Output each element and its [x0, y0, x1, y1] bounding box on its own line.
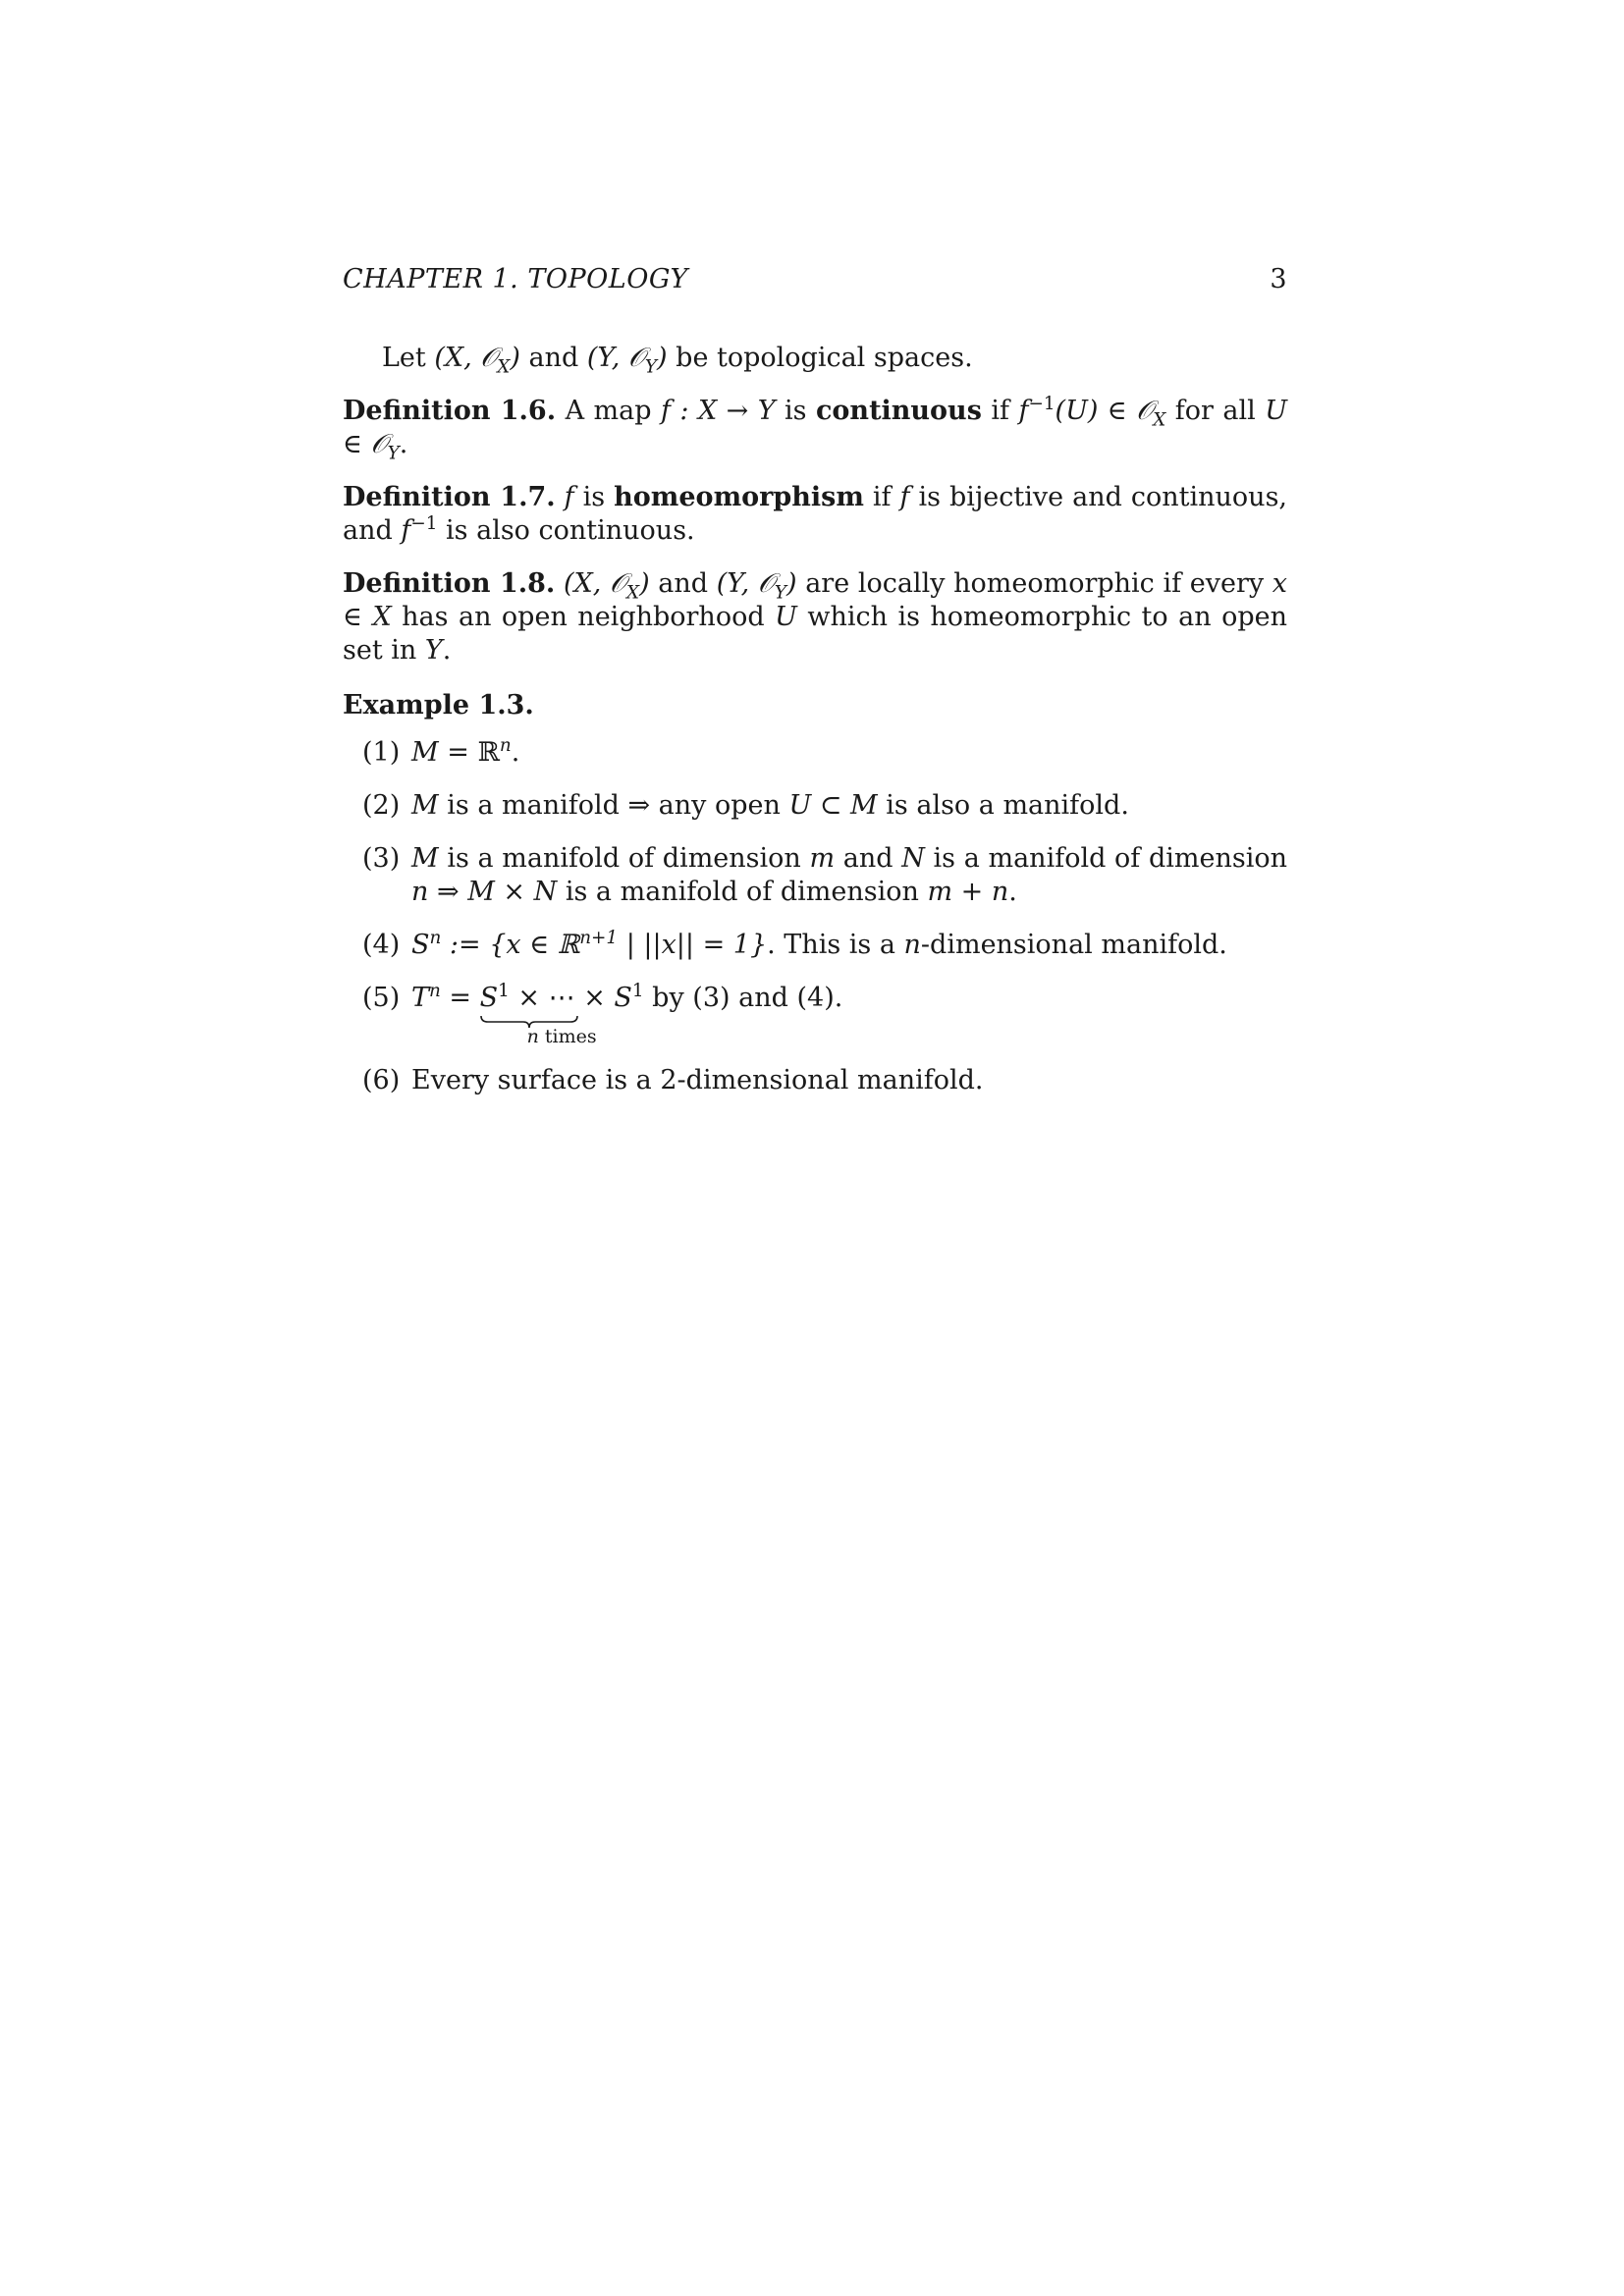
page-number: 3 — [1270, 264, 1287, 294]
running-header — [343, 263, 1287, 302]
definition-label: Definition 1.6. — [343, 396, 557, 426]
defined-term: homeomorphism — [614, 482, 864, 512]
list-item: (2) M is a manifold ⇒ any open U ⊂ M is also a manifold. — [362, 790, 1129, 821]
list-item: (5) $T^n = S^1$ × ⋯ × $S^1$ n times by (3) and (4). — [362, 981, 843, 1047]
list-item: (6) Every surface is a 2-dimensional manifold. — [362, 1065, 984, 1095]
definition-1-7: Definition 1.7. f is homeomorphism if f is bijective and continuous, and $f^{-1}$ is also continuous. — [343, 482, 1288, 546]
page-content — [343, 263, 1287, 1117]
list-item: (1) M = ℝ$^n$. — [362, 735, 520, 768]
definition-1-8: Definition 1.8. (X, 𝒪$_X$) and (Y, 𝒪$_Y$) are locally homeomorphic if every x ∈ X has an open neighborhood U which is homeomorphic to an open set in Y. — [343, 568, 1288, 666]
intro-paragraph: Let (X, 𝒪$_X$) and (Y, 𝒪$_Y$) be topological spaces. — [382, 343, 973, 378]
chapter-title: CHAPTER 1. TOPOLOGY — [343, 264, 688, 294]
example-list — [343, 736, 1287, 1097]
item-number: (4) — [362, 930, 401, 960]
definition-label: Definition 1.8. — [343, 568, 556, 599]
underbrace-label: n times — [526, 1026, 597, 1047]
example-label: Example 1.3. — [343, 690, 534, 721]
underbrace-product: $S^1$ × ⋯ × $S^1$ n times — [479, 981, 644, 1047]
item-number: (5) — [362, 983, 401, 1013]
item-number: (2) — [362, 790, 401, 821]
defined-term: continuous — [815, 396, 982, 426]
list-item: (3) M is a manifold of dimension m and N is a manifold of dimension n ⇒ M × N is a manifold of dimension m + n. — [362, 843, 1288, 907]
item-number: (3) — [362, 843, 401, 874]
definition-label: Definition 1.7. — [343, 482, 556, 512]
definition-1-6: Definition 1.6. A map f : X → Y is continuous if $f^{-1}(U)$ ∈ 𝒪$_X$ for all U ∈ 𝒪$_Y$. — [343, 394, 1287, 464]
item-number: (1) — [362, 737, 401, 768]
item-number: (6) — [362, 1065, 401, 1095]
list-item: (4) $S^n$ := {x ∈ ℝ$^{n+1}$ | ||x|| = 1}. This is a n-dimensional manifold. — [362, 928, 1227, 960]
